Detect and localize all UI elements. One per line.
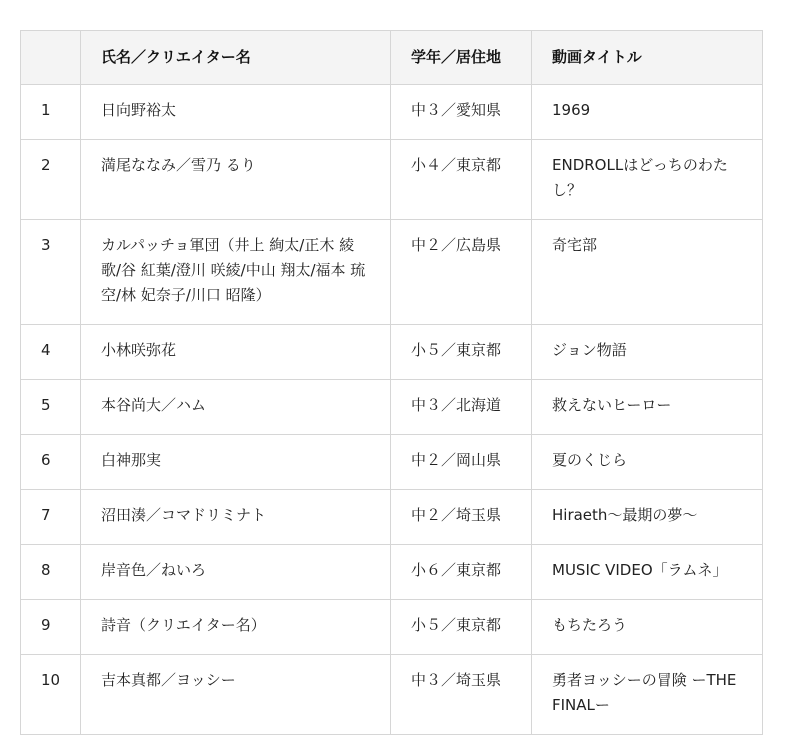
creator-name: カルパッチョ軍団（井上 絢太/正木 綾歌/谷 紅葉/澄川 咲綾/中山 翔太/福本 琉空/林 妃奈子/川口 昭隆） [81,220,391,325]
creator-name: 白神那実 [81,435,391,490]
table-row [21,325,763,380]
video-title: もちたろう [532,600,763,655]
creator-name: 本谷尚大／ハム [81,380,391,435]
table-row [21,490,763,545]
video-title: 勇者ヨッシーの冒険 ーTHE FINALー [532,655,763,735]
video-title: 救えないヒーロー [532,380,763,435]
video-title: ジョン物語 [532,325,763,380]
entries-table [20,30,763,735]
row-number: 7 [21,490,81,545]
row-number: 3 [21,220,81,325]
creator-name: 吉本真都／ヨッシー [81,655,391,735]
table-row [21,220,763,325]
grade-region: 中２／埼玉県 [391,490,532,545]
row-number: 5 [21,380,81,435]
grade-region: 中３／北海道 [391,380,532,435]
video-title: ENDROLLはどっちのわたし？ [532,140,763,220]
table-row [21,85,763,140]
row-number: 2 [21,140,81,220]
header-grade-region: 学年／居住地 [391,31,532,85]
table-row [21,140,763,220]
row-number: 1 [21,85,81,140]
row-number: 8 [21,545,81,600]
video-title: MUSIC VIDEO「ラムネ」 [532,545,763,600]
grade-region: 中２／岡山県 [391,435,532,490]
video-title: Hiraeth〜最期の夢〜 [532,490,763,545]
creator-name: 沼田湊／コマドリミナト [81,490,391,545]
row-number: 10 [21,655,81,735]
video-title: 1969 [532,85,763,140]
table-row [21,435,763,490]
header-video-title: 動画タイトル [532,31,763,85]
table-row [21,545,763,600]
creator-name: 日向野裕太 [81,85,391,140]
grade-region: 小５／東京都 [391,325,532,380]
row-number: 4 [21,325,81,380]
grade-region: 小５／東京都 [391,600,532,655]
video-title: 夏のくじら [532,435,763,490]
grade-region: 小４／東京都 [391,140,532,220]
creator-name: 詩音（クリエイター名） [81,600,391,655]
grade-region: 中３／埼玉県 [391,655,532,735]
table-row [21,380,763,435]
row-number: 6 [21,435,81,490]
creator-name: 小林咲弥花 [81,325,391,380]
header-number [21,31,81,85]
header-row [21,31,763,85]
video-title: 奇宅部 [532,220,763,325]
grade-region: 小６／東京都 [391,545,532,600]
grade-region: 中２／広島県 [391,220,532,325]
table-row [21,655,763,735]
header-name: 氏名／クリエイター名 [81,31,391,85]
grade-region: 中３／愛知県 [391,85,532,140]
creator-name: 満尾ななみ／雪乃 るり [81,140,391,220]
creator-name: 岸音色／ねいろ [81,545,391,600]
row-number: 9 [21,600,81,655]
table-row [21,600,763,655]
